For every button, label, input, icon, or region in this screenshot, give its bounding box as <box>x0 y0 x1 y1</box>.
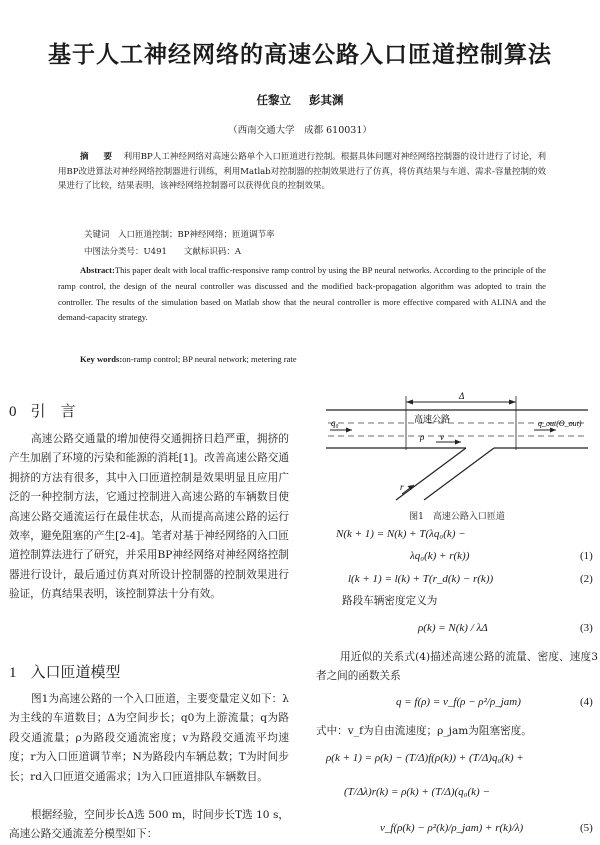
abstract-cn <box>58 150 546 194</box>
mainline-arrow-head <box>455 440 461 445</box>
delta-label: Δ <box>459 391 465 401</box>
abstract-en-label: Abstract: <box>80 265 115 275</box>
where-text: 式中：v_f为自由流速度；ρ_jam为阻塞密度。 <box>316 725 532 737</box>
equation-1-line-2: λq₀(k) + r(k)) <box>410 550 470 562</box>
equation-5-line-1: ρ(k + 1) = ρ(k) − (T/Δ)f(ρ(k)) + (T/Δ)q₀(k) + <box>326 752 524 764</box>
equation-2: l(k + 1) = l(k) + T(r_d(k) − r(k)) <box>348 573 494 585</box>
equation-4: q = f(ρ) = v_f(ρ − ρ²/ρ_jam) <box>396 696 521 708</box>
section-1-title: 入口匝道模型 <box>30 663 121 681</box>
qout-label: q_out(O_out) <box>538 419 582 428</box>
keywords-en <box>80 354 297 364</box>
keywords-cn: 关键词 入口匝道控制；BP神经网络；匝道调节率 <box>84 230 275 240</box>
abstract-en-text: This paper dealt with local traffic-responsive ramp control by using the BP neural networks. According to the principle of the ramp control, the design of the neural controller was discussed and the modified back-propagation algorithm was adopted to train the controller. The results of the simulation based on Matlab show that the neural controller is more effective compared with ALINA and the demand-capacity strategy. <box>58 265 546 323</box>
ramp-figure <box>316 390 598 506</box>
equation-1-line-1: N(k + 1) = N(k) + T(λq₀(k) − <box>336 528 466 540</box>
equation-4-number: (4) <box>580 696 593 708</box>
relation-paragraph: 用近似的关系式(4)描述高速公路的流量、密度、速度3者之间的函数关系 <box>316 651 598 683</box>
section-0-title: 引 言 <box>30 402 76 420</box>
equation-5-number: (5) <box>580 822 593 834</box>
outflow-arrow-head <box>550 428 556 433</box>
equation-3-number: (3) <box>580 622 593 634</box>
section-0-heading <box>9 400 76 421</box>
q0-label: q₀ <box>331 418 339 428</box>
figure-caption: 图1 高速公路入口匝道 <box>409 512 505 522</box>
abstract-en <box>58 263 546 326</box>
equation-1-number: (1) <box>580 550 593 562</box>
v-label: v <box>440 432 444 442</box>
inflow-arrow-head <box>346 428 352 433</box>
delta-arrow-left-head <box>406 400 413 405</box>
section-0-number: 0 <box>9 404 17 420</box>
authors: 任黎立 彭其渊 <box>256 93 344 107</box>
delta-arrow-right-head <box>509 400 516 405</box>
equation-3: ρ(k) = N(k) / λΔ <box>418 622 488 634</box>
equation-2-number: (2) <box>580 573 593 585</box>
keywords-en-label: Key words: <box>80 354 123 364</box>
classification: 中图法分类号：U491 文献标识码：A <box>84 247 242 257</box>
paper-title: 基于人工神经网络的高速公路入口匝道控制算法 <box>48 42 552 68</box>
keywords-en-text: on-ramp control; BP neural network; metering rate <box>122 354 297 364</box>
model-paragraph: 图1为高速公路的一个入口匝道，主要变量定义如下：λ为主线的车道数目；Δ为空间步长；q0为上游流量；q为路段交通流量；ρ为路段交通流密度；v为路段交通流平均速度；r为入口匝道调节率；N为路段内车辆总数；T为时间步长；rd入口匝道交通需求；l为入口匝道排队车辆数目。 <box>9 693 289 783</box>
ramp-edge-right <box>424 448 494 500</box>
intro-paragraph: 高速公路交通量的增加使得交通拥挤日趋严重，拥挤的产生加剧了环境的污染和能源的消耗[1]。改善高速公路交通拥挤的方法有很多，其中入口匝道控制是效果明显且应用广泛的一种控制方法，它通过控制进入高速公路的车辆数目使高速公路交通流运行在最佳状态，从而提高高速公路的运行效率，避免阻塞的产生[2-4]。笔者对基于神经网络的入口匝道控制算法进行了研究，并采用BP神经网络对神经网络控制器进行设计，最后通过仿真对所设计控制器的控制效果进行验证，仿真结果表明，该控制算法十分有效。 <box>9 433 289 601</box>
section-1-heading <box>9 661 121 682</box>
equation-5-line-3: v_f(ρ(k) − ρ²(k)/ρ_jam) + r(k)/λ) <box>380 822 524 834</box>
equation-5-line-2: (T/Δλ)r(k) = ρ(k) + (T/Δ)(q₀(k) − <box>344 786 490 798</box>
abstract-cn-label: 摘 要 <box>80 152 119 162</box>
section-1-number: 1 <box>9 665 17 681</box>
r-label: r <box>400 482 404 492</box>
ramp-edge-left <box>396 448 466 500</box>
model-paragraph-2: 根据经验，空间步长Δ选 500 m，时间步长T选 10 s，高速公路交通流差分模型如下： <box>9 809 289 841</box>
abstract-cn-text: 利用BP人工神经网络对高速公路单个入口匝道进行控制。根据具体问题对神经网络控制器的设计进行了讨论，利用BP改进算法对神经网络控制器进行训练，利用Matlab对控制器的控制效果进行了仿真，将仿真结果与车道、需求-容量控制的效果进行了比较，结果表明，该神经网络控制器可以获得优良的控制效果。 <box>58 152 546 192</box>
density-definition: 路段车辆密度定义为 <box>342 595 438 607</box>
highway-label: 高速公路 <box>414 414 451 424</box>
rho-label: ρ <box>420 432 425 442</box>
affiliation: （西南交通大学 成都 610031） <box>228 125 372 136</box>
